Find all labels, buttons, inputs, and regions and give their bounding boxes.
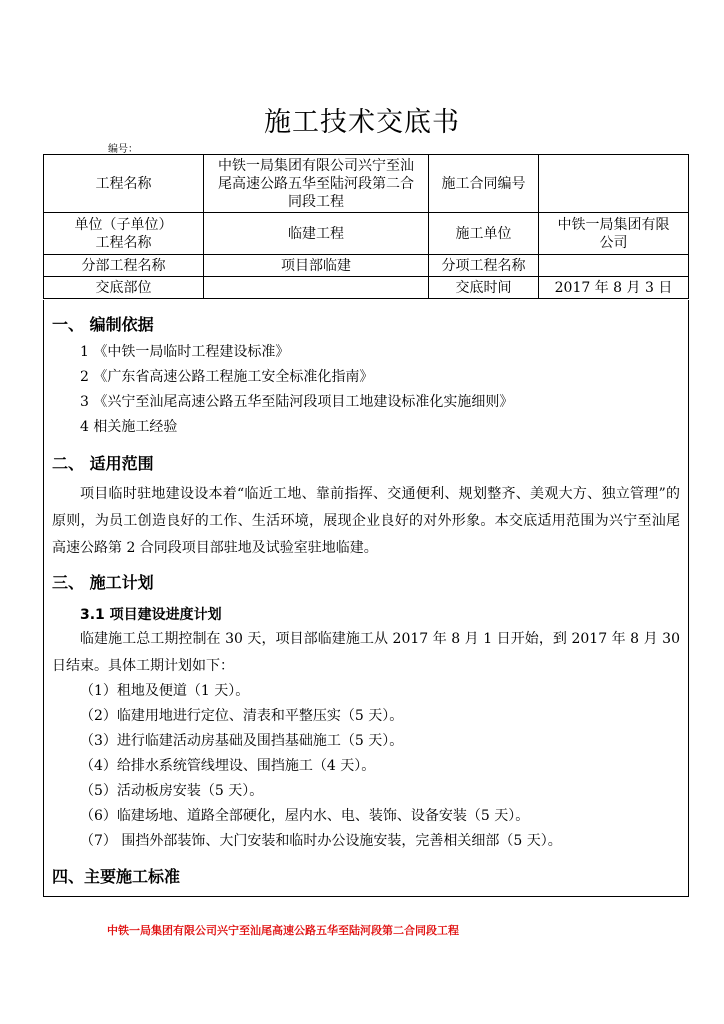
unit-project-value: 临建工程 [204,213,429,255]
section-heading: 二、 适用范围 [52,454,154,473]
construction-unit-label: 施工单位 [429,213,539,255]
disclosure-time-value: 2017 年 8 月 3 日 [539,277,689,299]
division-value: 项目部临建 [204,255,429,277]
division-label: 分部工程名称 [44,255,204,277]
subitem-value [539,255,689,277]
disclosure-part-label: 交底部位 [44,277,204,299]
schedule-item: （1）租地及便道（1 天）。 [80,683,250,699]
construction-unit-line: 公司 [599,234,628,251]
basis-item: 1 《中铁一局临时工程建设标准》 [80,344,290,360]
construction-unit-line: 中铁一局集团有限 [557,216,670,233]
basis-item: 2 《广东省高速公路工程施工安全标准化指南》 [80,369,374,385]
project-name-line: 尾高速公路五华至陆河段第二合 [218,175,414,192]
project-name-label: 工程名称 [44,155,204,213]
schedule-item: （3）进行临建活动房基础及围挡基础施工（5 天）。 [80,733,404,749]
info-table [43,154,689,299]
info-row-division [44,255,689,277]
section-heading: 一、 编制依据 [52,315,154,334]
content-box [43,300,689,897]
document-title: 施工技术交底书 [264,107,460,138]
section-heading: 三、 施工计划 [52,573,154,592]
construction-unit-value [539,213,689,255]
schedule-item: （5）活动板房安装（5 天）。 [80,783,264,799]
schedule-item: （7） 围挡外部装饰、大门安装和临时办公设施安装，完善相关细部（5 天）。 [80,833,562,849]
schedule-item: （2）临建用地进行定位、清表和平整压实（5 天）。 [80,708,404,724]
info-row-project [44,155,689,213]
disclosure-time-label: 交底时间 [429,277,539,299]
unit-project-label-line: 工程名称 [95,234,152,251]
contract-number-label: 施工合同编号 [429,155,539,213]
project-name-line: 同段工程 [288,193,344,210]
basis-item: 4 相关施工经验 [80,419,178,435]
unit-project-label-line: 单位（子单位） [74,216,173,233]
doc-number-label: 编号： [108,144,138,155]
subitem-label: 分项工程名称 [429,255,539,277]
project-name-value [204,155,429,213]
disclosure-part-value [204,277,429,299]
info-row-disclosure [44,277,689,299]
section-heading: 四、主要施工标准 [52,867,181,886]
scope-paragraph: 项目临时驻地建设设本着“临近工地、靠前指挥、交通便利、规划整齐、美观大方、独立管理”的原则，为员工创造良好的工作、生活环境，展现企业良好的对外形象。本交底适用范围为兴宁至汕尾高速公路第 2 合同段项目部驻地及试验室驻地临建。 [52,486,680,556]
schedule-paragraph: 临建施工总工期控制在 30 天，项目部临建施工从 2017 年 8 月 1 日开始，到 2017 年 8 月 30 日结束。具体工期计划如下： [52,631,680,674]
info-row-unit [44,213,689,255]
schedule-item: （6）临建场地、道路全部硬化，屋内水、电、装饰、设备安装（5 天）。 [80,808,530,824]
schedule-item: （4）给排水系统管线埋设、围挡施工（4 天）。 [80,758,376,774]
project-name-line: 中铁一局集团有限公司兴宁至汕 [218,157,414,174]
footer-text: 中铁一局集团有限公司兴宁至汕尾高速公路五华至陆河段第二合同段工程 [107,924,459,937]
contract-number-value [539,155,689,213]
basis-item: 3 《兴宁至汕尾高速公路五华至陆河段项目工地建设标准化实施细则》 [80,394,514,410]
unit-project-label [44,213,204,255]
subsection-heading: 3.1 项目建设进度计划 [80,607,222,623]
